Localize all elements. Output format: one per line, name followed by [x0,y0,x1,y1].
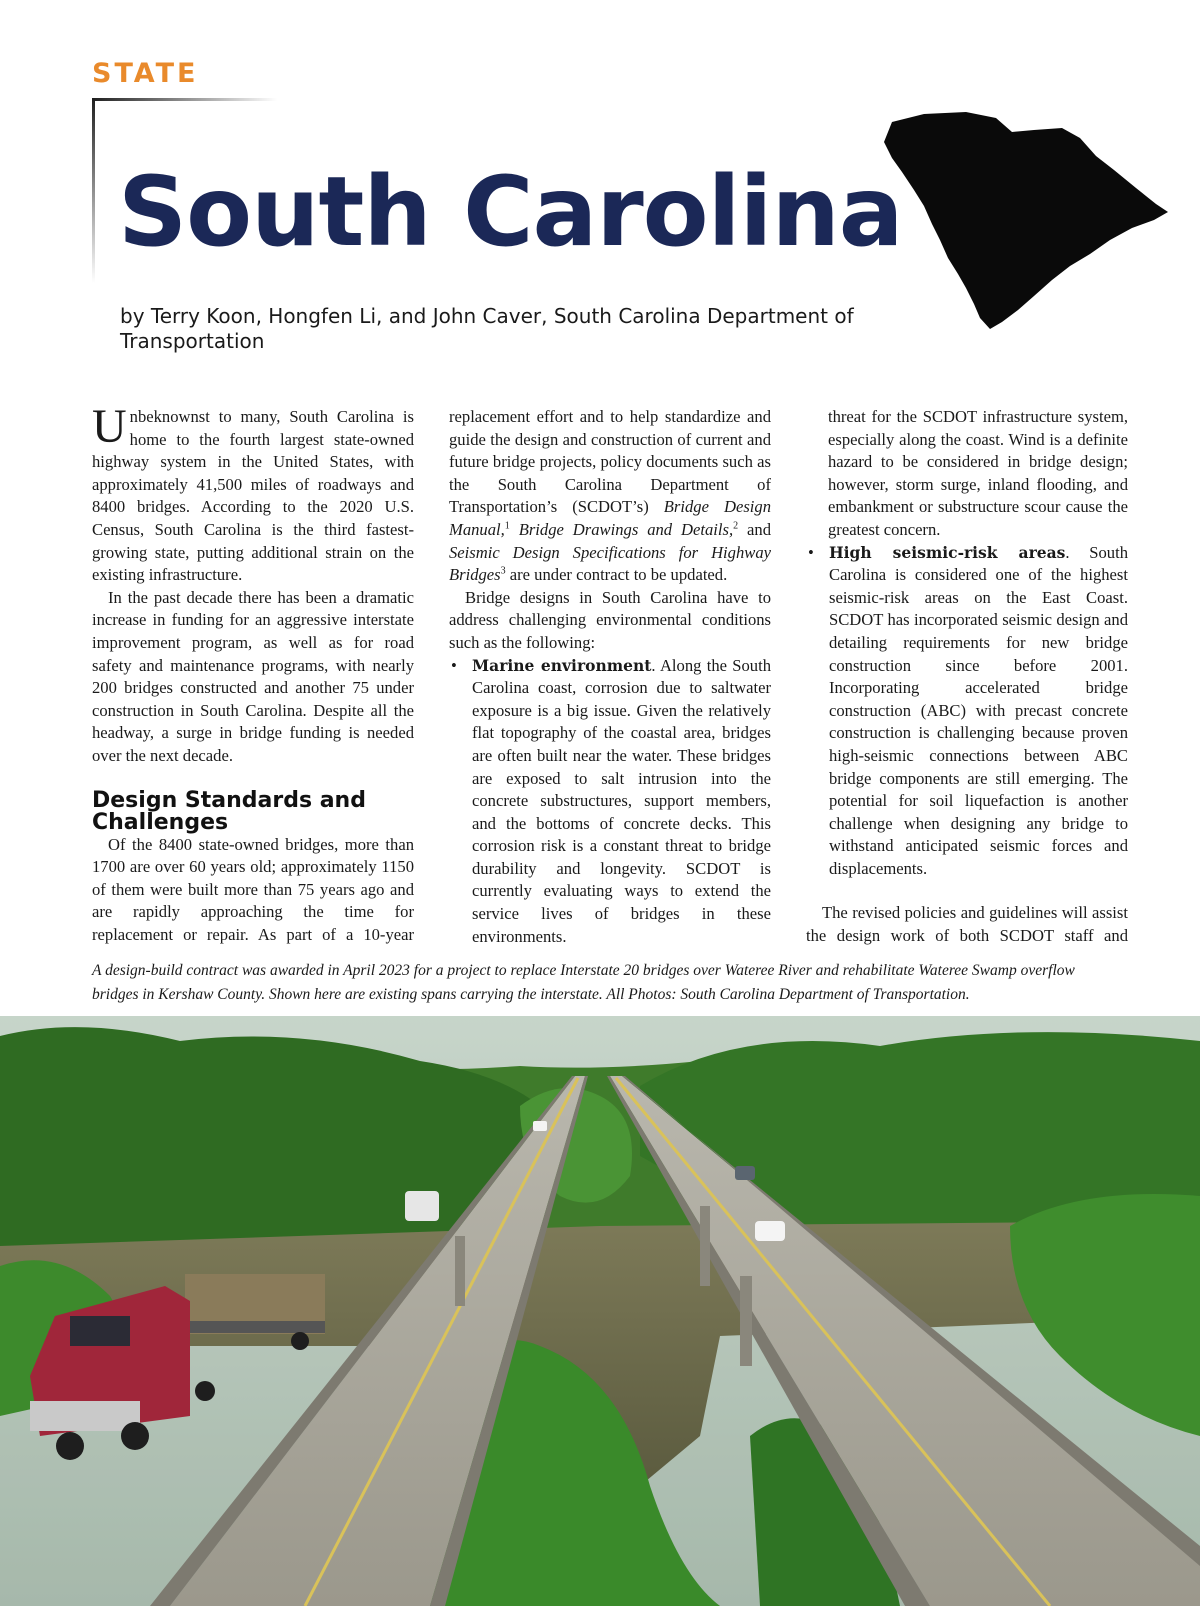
title-rule-vertical [92,98,95,283]
closing-paragraph: The revised policies and guidelines will assist the design work of both SCDOT staff and [806,903,1128,946]
drop-cap: U [92,406,127,453]
title-rule-horizontal [92,98,277,101]
section-subhead: Design Standards and Challenges [92,787,366,835]
bridge-design-manual-title: Bridge Design Manual, [449,497,771,539]
bridge-age-paragraph: Of the 8400 state-owned bridges, more than 1700 are over 60 years old; approximately 1150 of them were built more than 75 years ago and are rapidly approaching the time for replacement or repair. As part of a 10-year [92,834,414,944]
bridge-photo [0,1016,1200,1606]
photo-caption: A design-build contract was awarded in April 2023 for a project to replace Interstate 20 bridges over Wateree River and rehabilitate Wateree Swamp overflow bridges in Kershaw County. Shown here are existing spans carrying the interstate. All Photos: South Carolina Department of Transportation. [92,962,1075,1003]
bridge-drawings-title: Bridge Drawings and Details, [509,519,734,539]
policy-paragraph: replacement effort and to help standardize and guide the design and construction of current and future bridge projects, policy documents such as the South Carolina Department of Transportation’s (SCDOT’s) Bridge Design Manual,$^1$ Bridge Drawings and Details,$^2$ and Seismic Design Specifications for Highway Bridges$^3$ are under contract to be updated. [449,407,771,585]
south-carolina-map-icon [884,108,1169,330]
funding-paragraph: In the past decade there has been a dramatic increase in funding for an aggressive interstate improvement program, as well as for road safety and maintenance programs, with nearly 200 bridges constructed and another 75 under construction in South Carolina. Despite all the headway, a surge in bridge funding is needed over the next decade. [92,587,414,765]
column-3 [806,406,1128,946]
byline: by Terry Koon, Hongfen Li, and John Caver, South Carolina Department of Transportation [120,304,854,353]
hurricanes-continued: threat for the SCDOT infrastructure system, especially along the coast. Wind is a definite hazard to be considered in bridge design; however, storm surge, inland flooding, and embankment or substructure scour cause the greatest concern. [828,407,1128,539]
column-1 [92,406,414,946]
conditions-list [449,655,771,946]
list-item-seismic: • High seismic-risk areas. South Carolina is considered one of the highest seismic-risk areas on the East Coast. SCDOT has incorporated seismic design and detailing requirements for new bridge construction since before 2001. Incorporating accelerated bridge construction (ABC) with precast concrete construction is challenging because proven high-seismic connections between ABC bridge components are still emerging. The potential for soil liquefaction is another challenge when designing any bridge to withstand anticipated seismic forces and displacements. [806,542,1128,881]
seismic-specs-title: Seismic Design Specifications for Highway Bridges [449,542,771,585]
list-item-marine: • Marine environment. Along the South Carolina coast, corrosion due to saltwater exposure is a big issue. Given the relatively flat topography of the coastal area, bridges are often built near the water. These bridges are exposed to salt intrusion into the concrete substructures, support members, and the bottoms of concrete decks. This corrosion risk is a constant threat to bridge durability and longevity. SCDOT is currently evaluating ways to extend the service lives of bridges in these environments. [449,655,771,946]
intro-paragraph: nbeknownst to many, South Carolina is home to the fourth largest state-owned highway system in the United States, with approximately 41,500 miles of roadways and 8400 bridges. According to the 2020 U.S. Census, South Carolina is the third fastest-growing state, putting additional strain on the existing infrastructure. [92,407,414,585]
conditions-list-continued [806,542,1128,881]
page-title: South Carolina [118,156,903,268]
conditions-paragraph: Bridge designs in South Carolina have to address challenging environmental conditions such as the following: [449,587,771,652]
column-2 [449,406,771,946]
section-label: STATE [92,58,199,89]
